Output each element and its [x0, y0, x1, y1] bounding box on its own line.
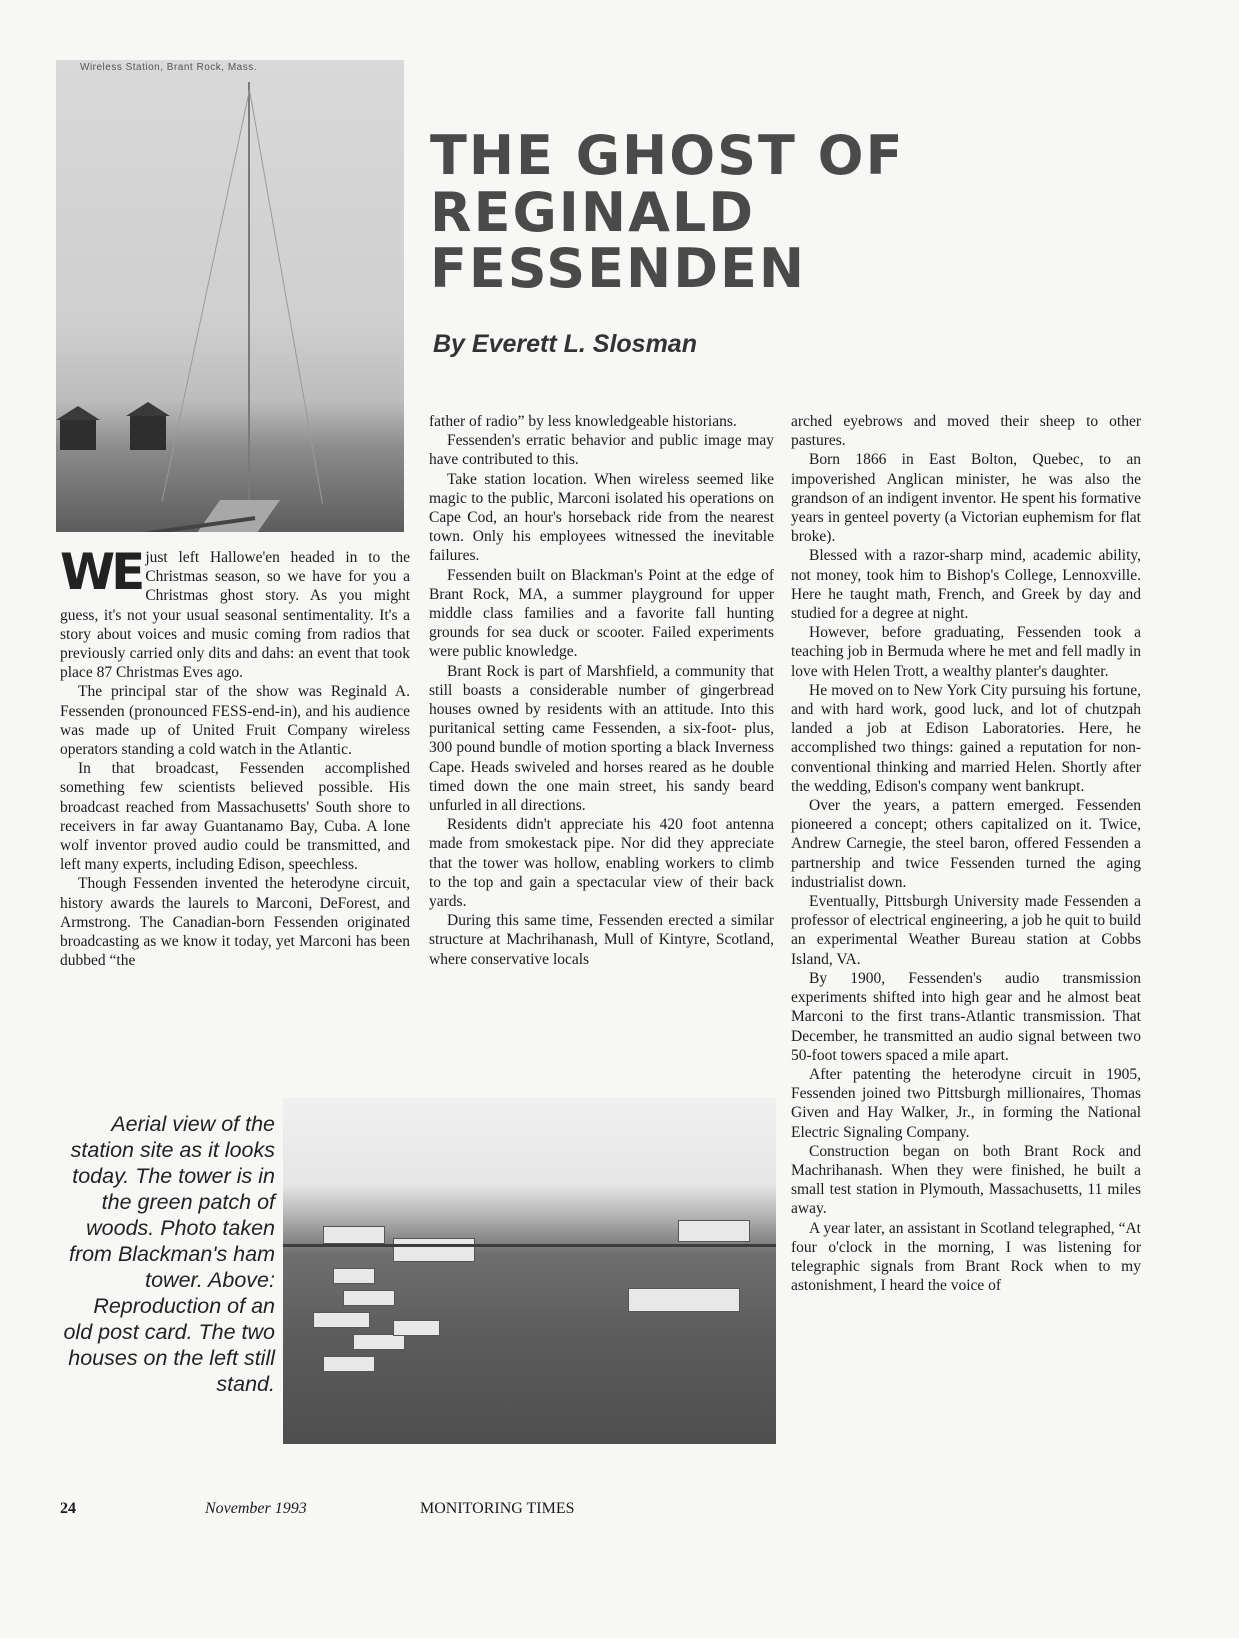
- road: [192, 500, 280, 532]
- postcard-photo: [56, 60, 404, 532]
- paragraph: Over the years, a pattern emerged. Fessenden pioneered a concept; others capitalized on it. Twice, Andrew Carnegie, the steel baron, offered Fessenden a partnership and twice Fessenden turned the aging industrialist down.: [791, 797, 1141, 891]
- paragraph: Fessenden built on Blackman's Point at the edge of Brant Rock, MA, a summer playground for upper middle class families and a favorite fall hunting grounds for sea duck or scooter. Failed experiments were public knowledge.: [429, 566, 774, 661]
- paragraph: Residents didn't appreciate his 420 foot antenna made from smokestack pipe. Nor did they appreciate that the tower was hollow, enabling workers to climb to the top and gain a spectacular view of their back yards.: [429, 816, 774, 911]
- paragraph: arched eyebrows and moved their sheep to other pastures.: [791, 413, 1141, 450]
- trailer: [313, 1312, 370, 1328]
- column-2: [429, 412, 774, 969]
- postcard-caption: Wireless Station, Brant Rock, Mass.: [80, 62, 257, 73]
- paragraph: Construction began on both Brant Rock and Machrihanash. When they were finished, he built a small test station in Plymouth, Massachusetts, 11 miles away.: [791, 1142, 1141, 1218]
- paragraph: Take station location. When wireless seemed like magic to the public, Marconi isolated his operations on Cape Cod, an hour's horseback ride from the nearest town. Only his employees witnessed the inevitable failures.: [429, 470, 774, 565]
- drop-cap: WE: [60, 543, 142, 601]
- trailer: [393, 1320, 440, 1336]
- paragraph: WE just left Hallowe'en headed in to the Christmas season, so we have for you a Christmas ghost story. As you might guess, it's not your usual seasonal sentimentality. It's a story about voices and music coming from radios that previously carried only dits and dahs: an event that took place 87 Christmas Eves ago.: [60, 543, 410, 682]
- paragraph: A year later, an assistant in Scotland telegraphed, “At four o'clock in the morning, I was listening for telegraphic signals from Brant Rock when to my astonishment, I heard the voice of: [791, 1219, 1141, 1295]
- building: [323, 1226, 385, 1244]
- paragraph: After patenting the heterodyne circuit in 1905, Fessenden joined two Pittsburgh millionaires, Thomas Given and Hay Walker, Jr., in forming the National Electric Signaling Company.: [791, 1065, 1141, 1141]
- building: [393, 1238, 475, 1262]
- building: [678, 1220, 750, 1242]
- title-line-1: THE GHOST OF: [430, 124, 905, 187]
- radio-tower: [248, 82, 250, 502]
- paragraph: Born 1866 in East Bolton, Quebec, to an impoverished Anglican minister, he was also the grandson of an indigent inventor. He spent his formative years in genteel poverty (a Victorian euphemism for flat broke).: [791, 451, 1141, 546]
- paragraph: Eventually, Pittsburgh University made Fessenden a professor of electrical engineering, a job he quit to build an experimental Weather Bureau station at Cobbs Island, VA.: [791, 893, 1141, 968]
- house: [60, 420, 96, 450]
- paragraph: By 1900, Fessenden's audio transmission experiments shifted into high gear and he almost beat Marconi to the first trans-Atlantic transmission. That December, he transmitted an audio signal between two 50-foot towers spaced a mile apart.: [791, 969, 1141, 1064]
- paragraph: Though Fessenden invented the heterodyne circuit, history awards the laurels to Marconi, DeForest, and Armstrong. The Canadian-born Fessenden originated broadcasting as we know it today, yet Marconi has been dubbed “the: [60, 875, 410, 970]
- trailer: [323, 1356, 375, 1372]
- house: [130, 416, 166, 450]
- trailer: [353, 1334, 405, 1350]
- photo-caption: Aerial view of the station site as it looks today. The tower is in the green patch of woods. Photo taken from Blackman's ham tower. Above: Reproduction of an old post card. The two houses on the left still stand.: [63, 1112, 275, 1396]
- byline: By Everett L. Slosman: [433, 330, 697, 358]
- paragraph: During this same time, Fessenden erected a similar structure at Machrihanash, Mull of Kintyre, Scotland, where conservative locals: [429, 912, 774, 968]
- road: [283, 1244, 776, 1247]
- trailer: [343, 1290, 395, 1306]
- building: [628, 1288, 740, 1312]
- paragraph: father of radio” by less knowledgeable historians.: [429, 413, 737, 430]
- paragraph: Brant Rock is part of Marshfield, a community that still boasts a considerable number of gingerbread houses owned by residents with an attitude. Into this puritanical setting came Fessenden, a six-foot- plus, 300 pound bundle of motion sporting a black Inverness Cape. Heads swiveled and horses reared as he double timed down the one main street, his sandy beard unfurled in all directions.: [429, 662, 774, 815]
- page-number: 24: [60, 1500, 76, 1517]
- issue-date: November 1993: [205, 1500, 307, 1517]
- magazine-name: MONITORING TIMES: [420, 1500, 575, 1517]
- guy-wire: [162, 90, 250, 501]
- paragraph: Blessed with a razor-sharp mind, academic ability, not money, took him to Bishop's College, Lennoxville. Here he taught math, French, and Greek by day and studied for a degree at night.: [791, 547, 1141, 623]
- paragraph: However, before graduating, Fessenden took a teaching job in Bermuda where he met and fell madly in love with Helen Trott, a wealthy planter's daughter.: [791, 624, 1141, 680]
- column-1: [60, 543, 410, 970]
- house-roof: [126, 402, 170, 416]
- guy-wire: [249, 90, 323, 504]
- aerial-photo: [283, 1098, 776, 1444]
- paragraph: He moved on to New York City pursuing his fortune, and with hard work, good luck, and lot of chutzpah landed a job at Edison Laboratories. Here, he accomplished two things: gained a reputation for non-conventional thinking and married Helen. Shortly after the wedding, Edison's company went bankrupt.: [791, 681, 1141, 795]
- column-3: [791, 412, 1141, 1295]
- paragraph: The principal star of the show was Reginald A. Fessenden (pronounced FESS-end-in), and his audience was made up of United Fruit Company wireless operators standing a cold watch in the Atlantic.: [60, 683, 410, 759]
- house-roof: [56, 406, 100, 420]
- article-title: [430, 124, 1030, 301]
- trailer: [333, 1268, 375, 1284]
- paragraph: In that broadcast, Fessenden accomplished something few scientists believed possible. His broadcast reached from Massachusetts' South shore to receivers in far away Guantanamo Bay, Cuba. A lone wolf inventor proved audio could be transmitted, and left many experts, including Edison, speechless.: [60, 760, 410, 874]
- paragraph: Fessenden's erratic behavior and public image may have contributed to this.: [429, 432, 774, 469]
- title-line-2: REGINALD FESSENDEN: [430, 180, 807, 301]
